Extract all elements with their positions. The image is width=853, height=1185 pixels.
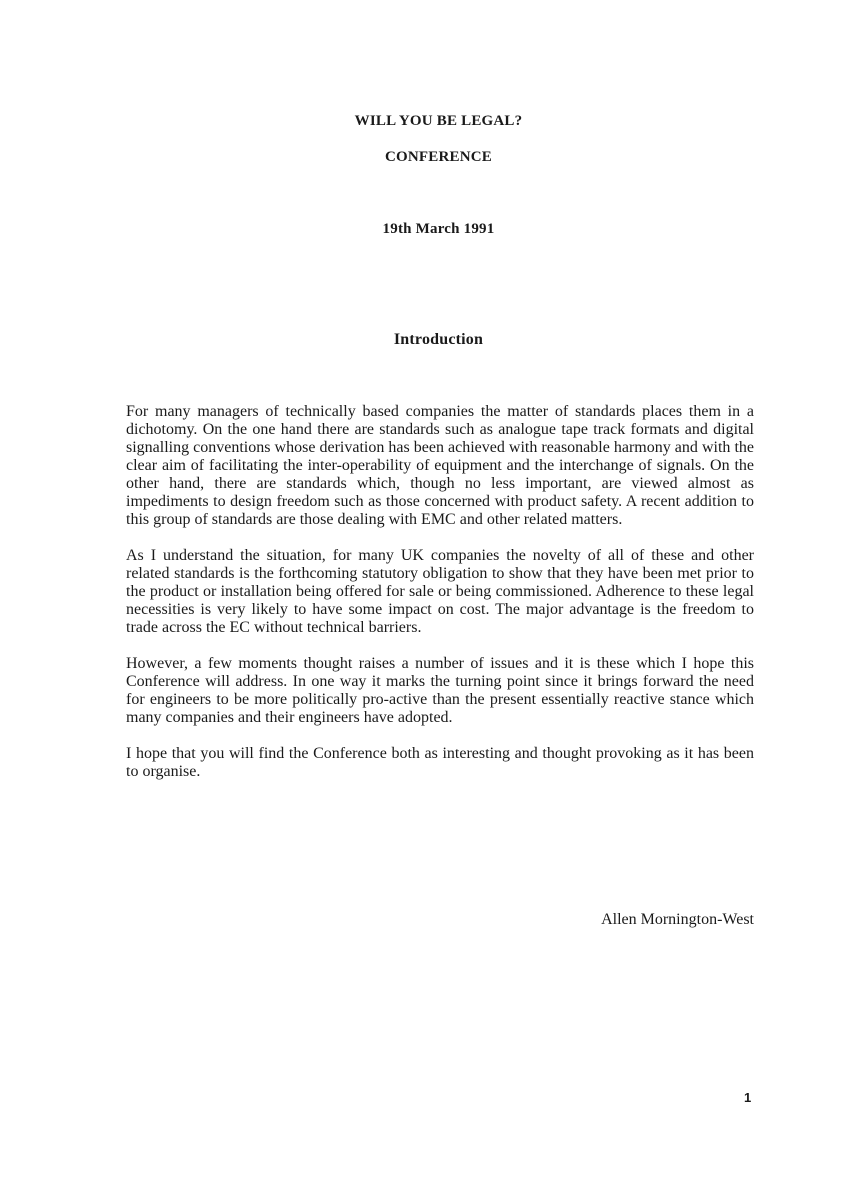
- page-number: 1: [744, 1090, 752, 1105]
- author-signature: Allen Mornington-West: [601, 911, 754, 928]
- paragraph: For many managers of technically based companies the matter of standards places them in a dichotomy. On the one hand there are standards such as analogue tape track formats and digital signalling conventions whose derivation has been achieved with reasonable harmony and with the clear aim of facilitating the inter-operability of equipment and the interchange of signals. On the other hand, there are standards which, though no less important, are viewed almost as impediments to design freedom such as those concerned with product safety. A recent addition to this group of standards are those dealing with EMC and other related matters.: [126, 403, 754, 528]
- document-title: WILL YOU BE LEGAL?: [354, 113, 523, 129]
- paragraph: As I understand the situation, for many UK companies the novelty of all of these and other related standards is the forthcoming statutory obligation to show that they have been met prior to the product or installation being offered for sale or being commissioned. Adherence to these legal necessities is very likely to have some impact on cost. The major advantage is the freedom to trade across the EC without technical barriers.: [126, 547, 754, 636]
- paragraph: I hope that you will find the Conference both as interesting and thought provoking as it has been to organise.: [126, 745, 754, 780]
- document-subtitle: CONFERENCE: [384, 149, 492, 165]
- section-heading: Introduction: [393, 331, 484, 348]
- document-date: 19th March 1991: [382, 221, 495, 237]
- body-text: [126, 403, 754, 799]
- paragraph: However, a few moments thought raises a number of issues and it is these which I hope this Conference will address. In one way it marks the turning point since it brings forward the need for engineers to be more politically pro-active than the present essentially reactive stance which many companies and their engineers have adopted.: [126, 655, 754, 726]
